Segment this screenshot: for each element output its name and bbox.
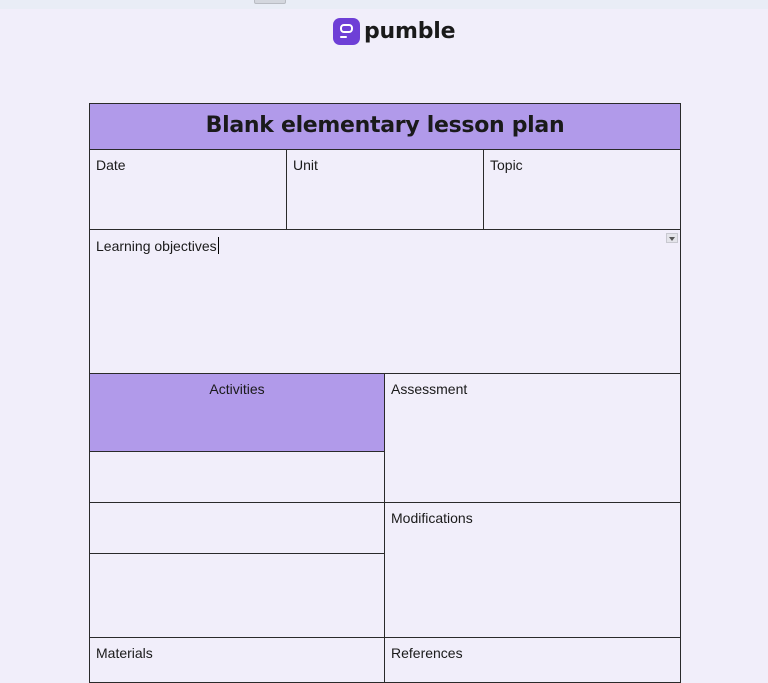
modifications-cell[interactable] [384,502,681,638]
scroll-tab[interactable] [254,0,286,4]
references-label: References [391,645,463,661]
brand-logo [333,17,455,45]
modifications-label: Modifications [391,510,473,526]
text-cursor [218,237,219,254]
activity-row-1[interactable] [89,451,385,503]
references-cell[interactable] [384,637,681,683]
lesson-plan-title: Blank elementary lesson plan [89,103,681,150]
lesson-plan-table [89,103,681,683]
materials-label: Materials [96,645,153,661]
date-label: Date [96,157,126,173]
learning-objectives-label: Learning objectives [96,238,217,254]
activities-label: Activities [209,381,265,397]
activity-row-2[interactable] [89,502,385,554]
topic-label: Topic [490,157,523,173]
brand-name: pumble [364,18,456,44]
date-cell[interactable] [89,149,287,230]
assessment-label: Assessment [391,381,468,397]
unit-cell[interactable] [286,149,484,230]
topic-cell[interactable] [483,149,681,230]
browser-top-strip [0,0,768,9]
chevron-down-icon[interactable] [666,233,678,243]
activities-header-cell[interactable] [89,373,385,452]
learning-objectives-cell[interactable] [89,229,681,374]
pumble-logo-icon [333,18,360,45]
assessment-cell[interactable] [384,373,681,503]
materials-cell[interactable] [89,637,385,683]
activity-row-3[interactable] [89,553,385,638]
unit-label: Unit [293,157,318,173]
